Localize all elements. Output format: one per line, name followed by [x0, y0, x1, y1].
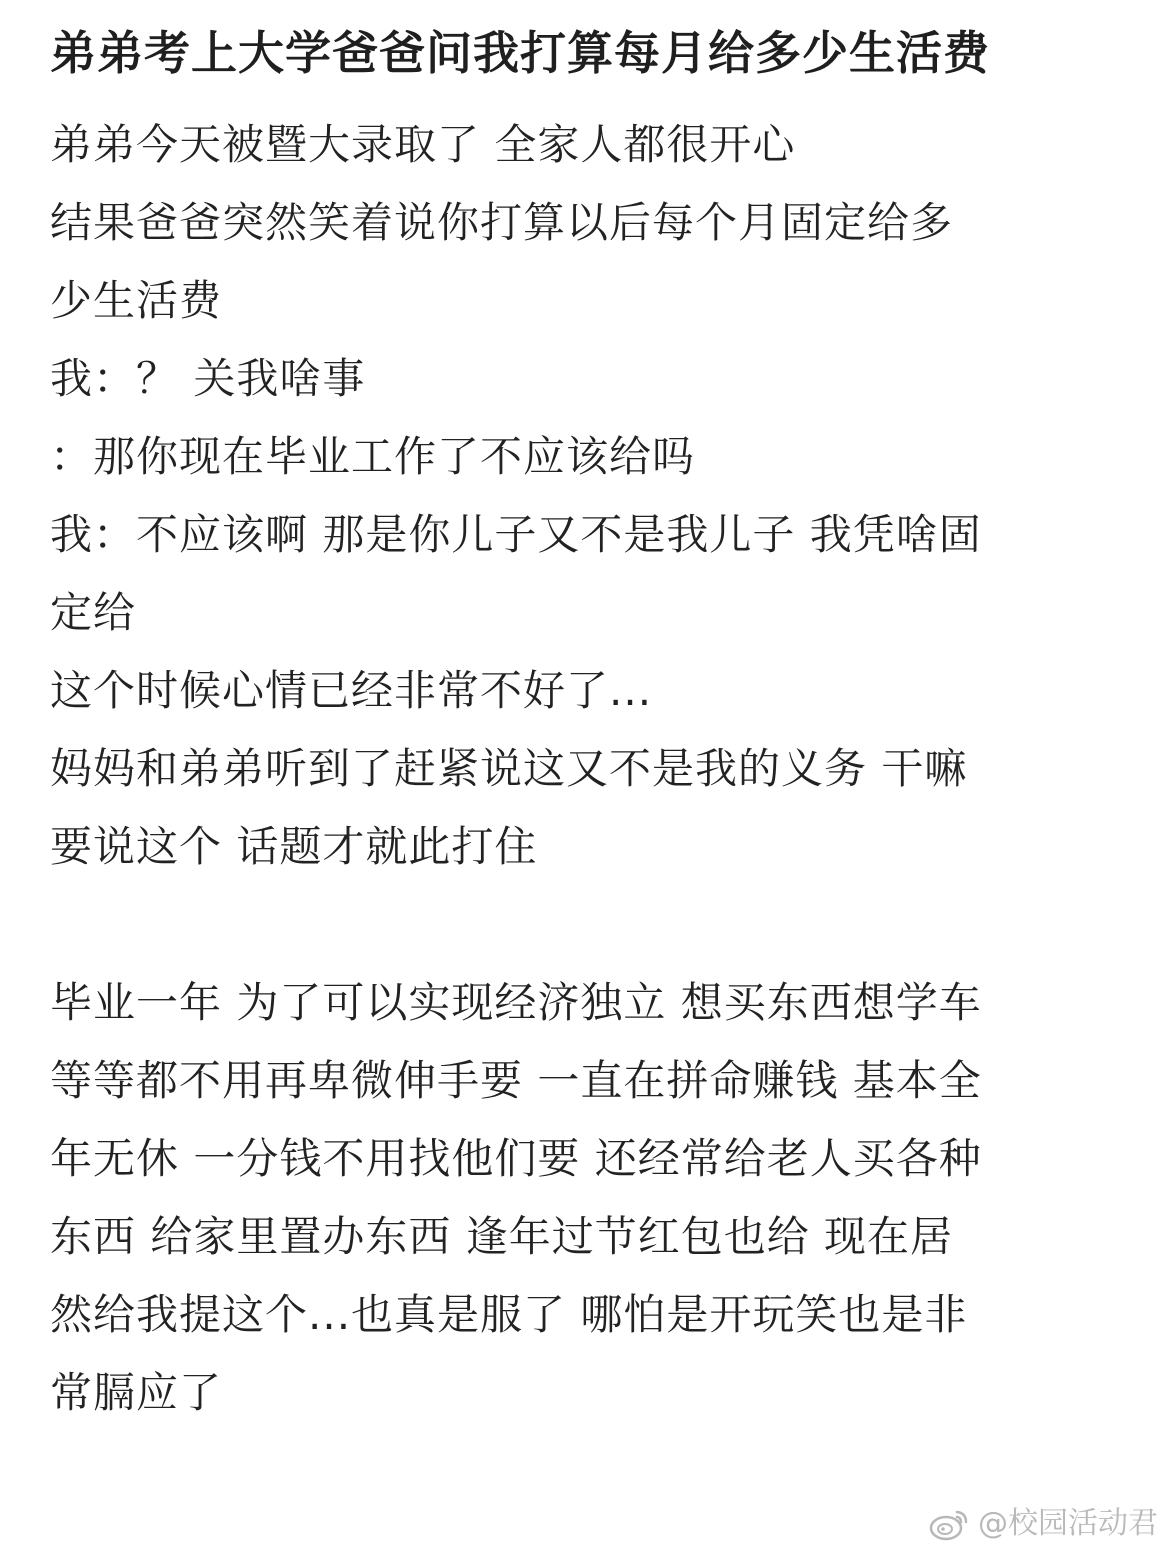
body-line: 毕业一年 为了可以实现经济独立 想买东西想学车 — [50, 978, 982, 1027]
watermark — [928, 1506, 1158, 1542]
body-line: 年无休 一分钱不用找他们要 还经常给老人买各种 — [50, 1134, 982, 1183]
body-line: ：那你现在毕业工作了不应该给吗 — [50, 432, 696, 481]
body-line: 东西 给家里置办东西 逢年过节红包也给 现在居 — [50, 1212, 954, 1261]
body-line: 妈妈和弟弟听到了赶紧说这又不是我的义务 干嘛 — [50, 744, 968, 793]
body-line: 这个时候心情已经非常不好了... — [50, 666, 653, 715]
body-line: 少生活费 — [50, 276, 223, 325]
paragraph-gap — [50, 886, 1130, 964]
body-line: 要说这个 话题才就此打住 — [50, 822, 538, 871]
post-content — [50, 20, 1130, 1432]
body-line: 我：？ 关我啥事 — [50, 354, 366, 403]
paragraph-2 — [50, 964, 1130, 1432]
body-line: 定给 — [50, 588, 137, 637]
body-line: 我：不应该啊 那是你儿子又不是我儿子 我凭啥固 — [50, 510, 982, 559]
post-title: 弟弟考上大学爸爸问我打算每月给多少生活费 — [50, 26, 990, 80]
body-line: 然给我提这个...也真是服了 哪怕是开玩笑也是非 — [50, 1290, 968, 1339]
weibo-logo-icon — [928, 1506, 972, 1542]
body-line: 等等都不用再卑微伸手要 一直在拼命赚钱 基本全 — [50, 1056, 982, 1105]
body-line: 结果爸爸突然笑着说你打算以后每个月固定给多 — [50, 198, 954, 247]
body-line: 弟弟今天被暨大录取了 全家人都很开心 — [50, 120, 796, 169]
paragraph-1 — [50, 106, 1130, 886]
post-body — [50, 106, 1130, 1432]
watermark-handle: @校园活动君 — [978, 1506, 1158, 1541]
body-line: 常膈应了 — [50, 1368, 223, 1417]
